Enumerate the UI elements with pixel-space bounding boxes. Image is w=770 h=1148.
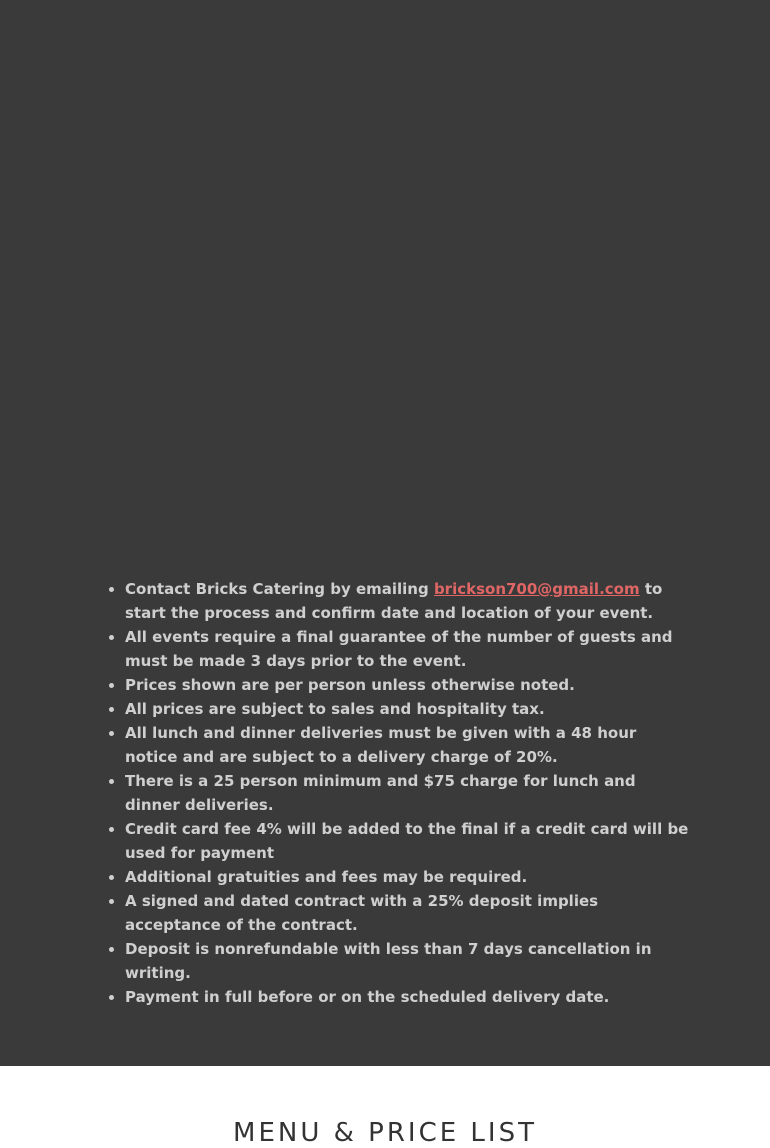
- list-item: • All events require a final guarantee of the number of guests and must be made 3 days prior to the event.: [125, 625, 690, 673]
- contact-text-before: Contact Bricks Catering by emailing: [125, 580, 434, 598]
- list-item: • Deposit is nonrefundable with less than 7 days cancellation in writing.: [125, 937, 690, 985]
- menu-heading: MENU & PRICE LIST: [233, 1118, 537, 1148]
- list-item: • Credit card fee 4% will be added to the final if a credit card will be used for payment: [125, 817, 690, 865]
- contact-text-after: to start the process and confirm date and location of your event.: [125, 580, 663, 622]
- list-item: • Additional gratuities and fees may be required.: [125, 865, 690, 889]
- email-link[interactable]: brickson700@gmail.com: [433, 580, 640, 598]
- list-item: • Payment in full before or on the scheduled delivery date.: [125, 985, 690, 1009]
- menu-section: [0, 1066, 770, 1148]
- list-item: • There is a 25 person minimum and $75 charge for lunch and dinner deliveries.: [125, 769, 690, 817]
- list-item: • Prices shown are per person unless otherwise noted.: [125, 673, 690, 697]
- terms-list: [105, 577, 690, 1009]
- list-item: • All lunch and dinner deliveries must be given with a 48 hour notice and are subject to a delivery charge of 20%.: [125, 721, 690, 769]
- list-item-contact: [125, 577, 690, 625]
- list-item: • A signed and dated contract with a 25% deposit implies acceptance of the contract.: [125, 889, 690, 937]
- list-item: • All prices are subject to sales and hospitality tax.: [125, 697, 690, 721]
